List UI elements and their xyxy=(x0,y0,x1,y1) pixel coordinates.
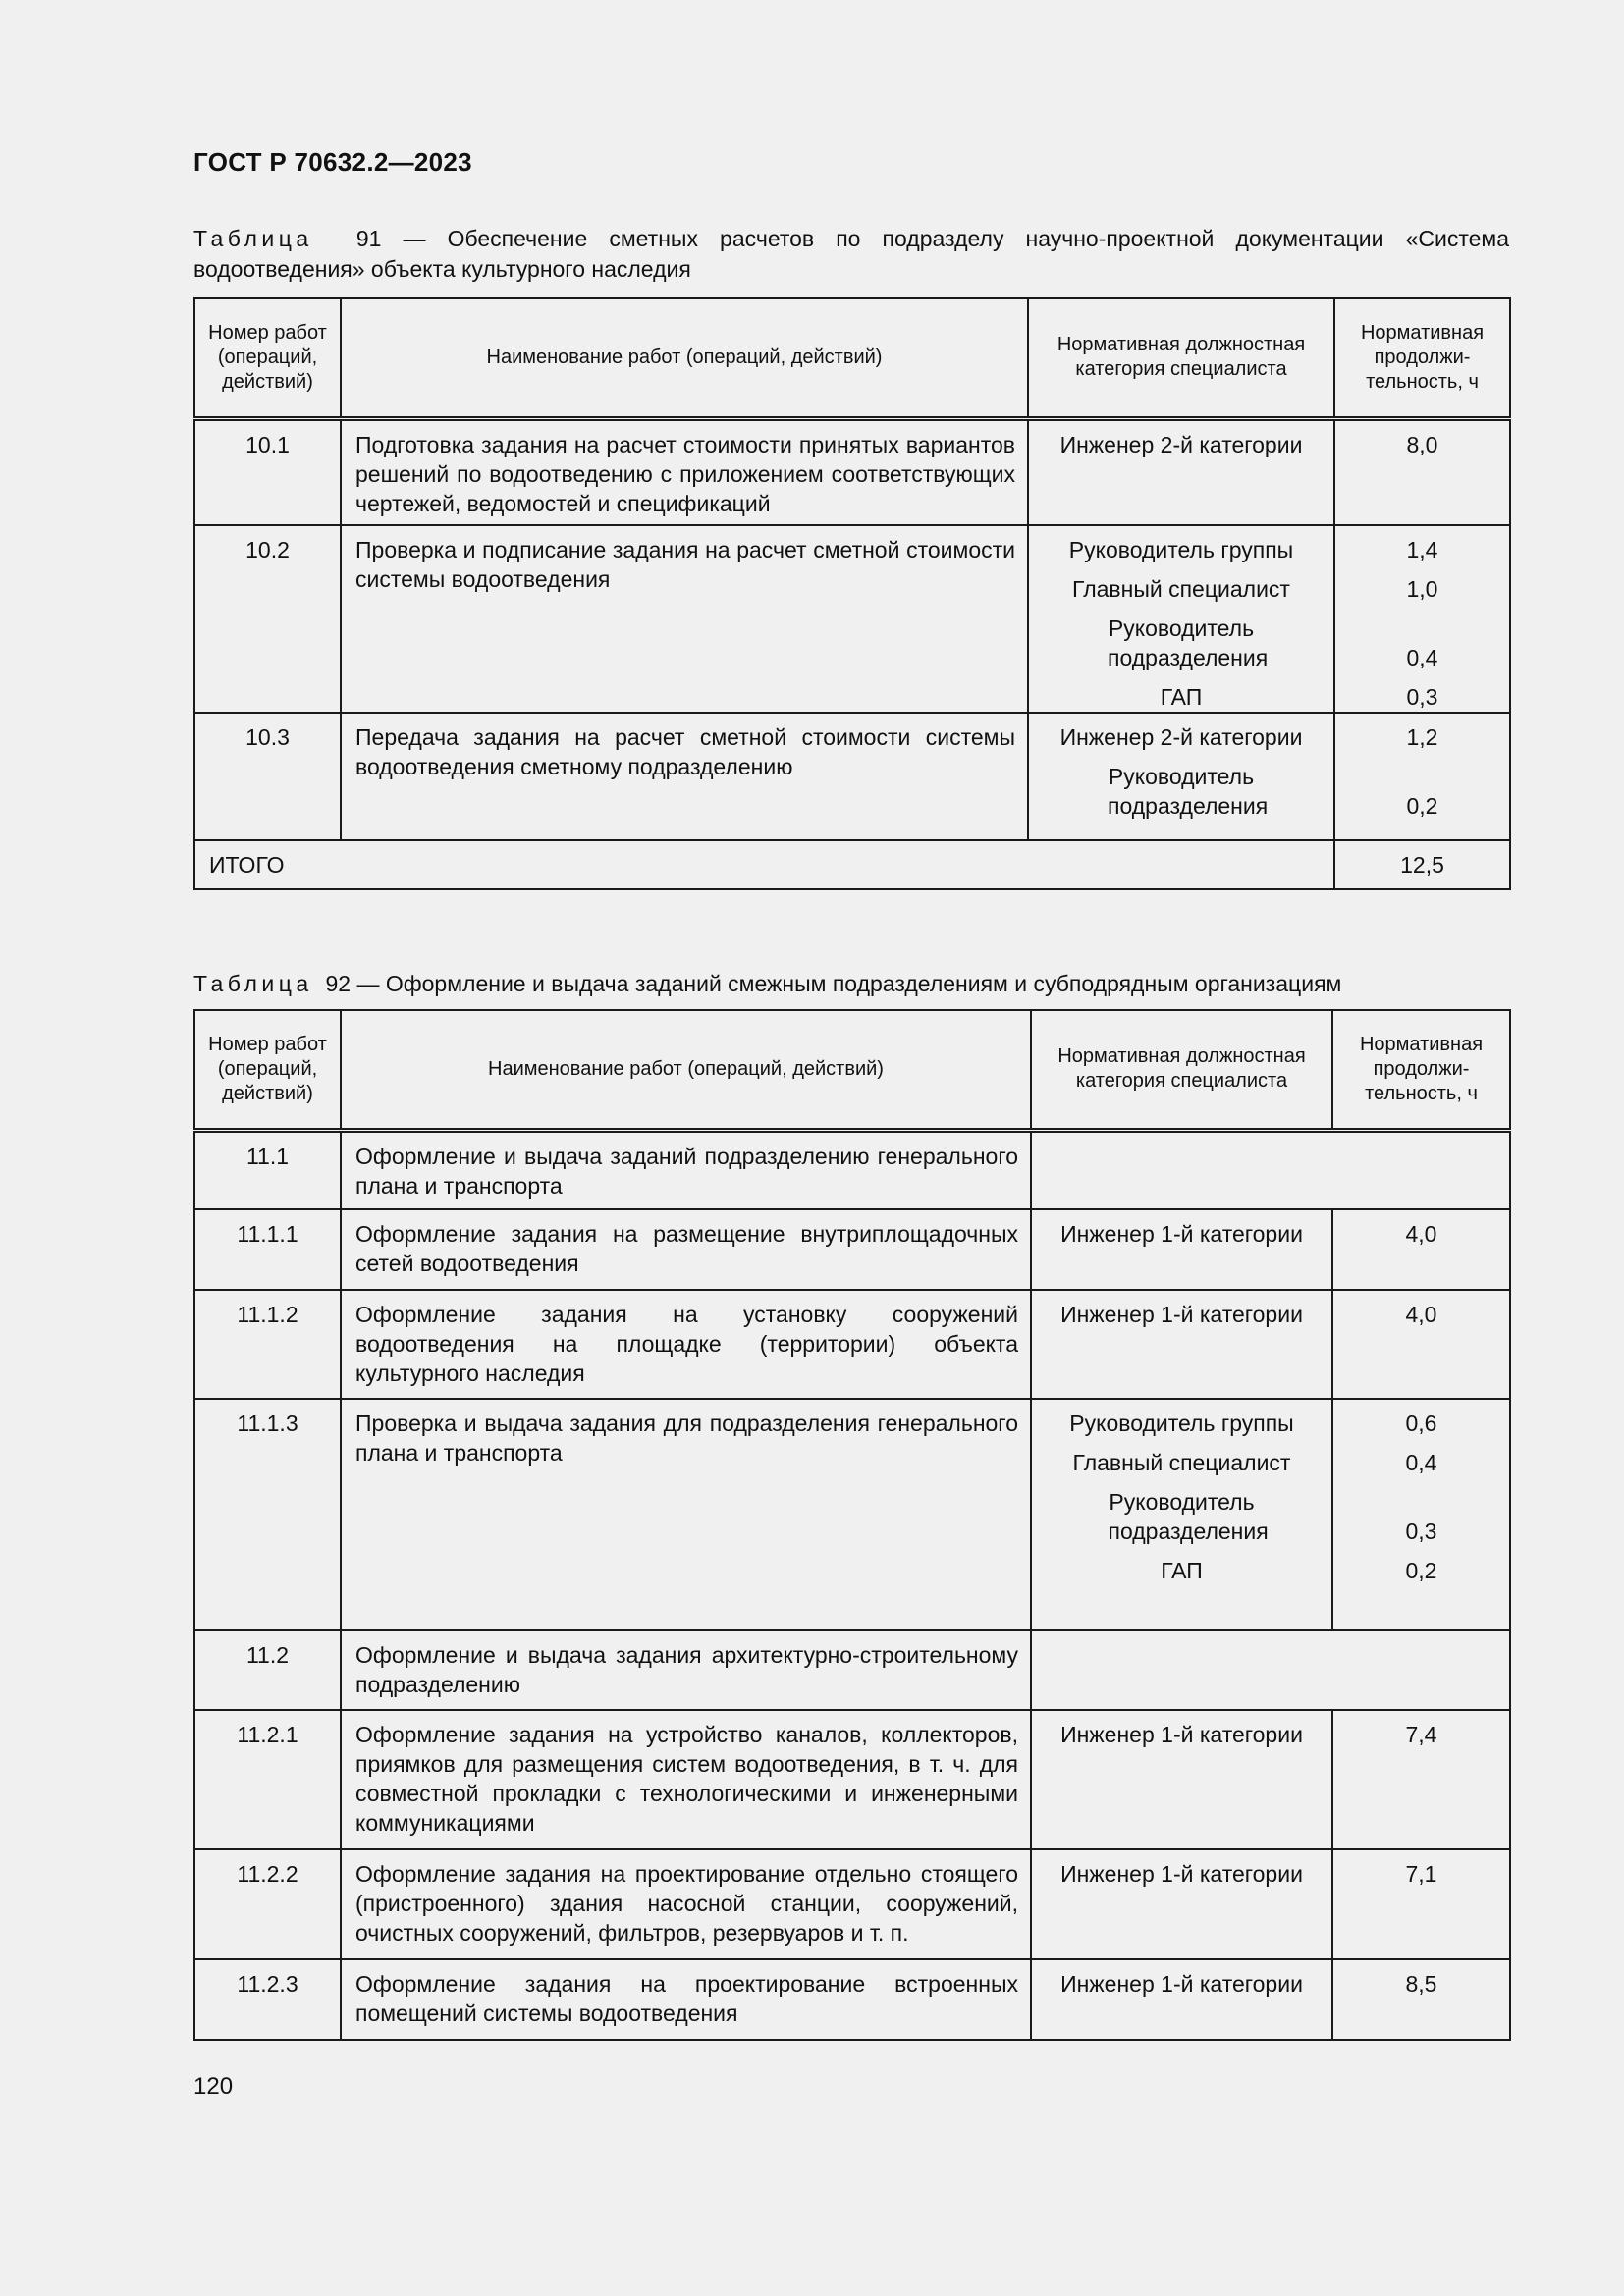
total-label: ИТОГО xyxy=(194,840,1334,889)
duration-value: 7,4 xyxy=(1405,1722,1437,1747)
row-work-name: Оформление задания на устройство каналов, коллекторов, приямков для размещения систем водоотведения, в т. ч. для совместной прокладки с технологическими и инженерными коммуникациями xyxy=(341,1710,1031,1849)
row-number: 11.1.2 xyxy=(194,1290,341,1399)
row-work-name: Оформление задания на проектирование отдельно стоящего (пристроенного) здания насосной станции, сооружений, очистных сооружений, фильтров, резервуаров и т. п. xyxy=(341,1849,1031,1959)
duration-value: 0,3 xyxy=(1405,1519,1437,1544)
total-value: 12,5 xyxy=(1334,840,1510,889)
row-number: 10.1 xyxy=(194,418,341,525)
col-header-specialist: Нормативная должностная категория специалиста xyxy=(1028,298,1334,418)
row-number: 11.1 xyxy=(194,1130,341,1209)
specialist-category: Инженер 1-й категории xyxy=(1060,1221,1303,1247)
specialist-category: Инженер 2-й категории xyxy=(1059,723,1303,750)
row-empty-merged xyxy=(1031,1130,1510,1209)
specialist-category: Главный специалист xyxy=(1072,1450,1291,1475)
table-92 xyxy=(193,1009,1511,2041)
duration-value: 4,0 xyxy=(1405,1221,1437,1247)
row-specialist-list xyxy=(1028,713,1334,840)
specialist-category: Инженер 1-й категории xyxy=(1060,1722,1303,1747)
duration-value: 1,0 xyxy=(1406,575,1438,602)
caption-text: 91 — Обеспечение сметных расчетов по подразделу научно-проектной документации «Система водоотведения» объекта культурного наследия xyxy=(193,226,1509,282)
duration-value: 0,6 xyxy=(1405,1411,1437,1436)
row-work-name: Оформление задания на проектирование встроенных помещений системы водоотведения xyxy=(341,1959,1031,2040)
table-row xyxy=(194,1290,1510,1399)
total-row xyxy=(194,840,1510,889)
row-specialist-list xyxy=(1031,1290,1332,1399)
col-header-number: Номер работ (операций, действий) xyxy=(194,1010,341,1130)
specialist-category: ГАП xyxy=(1161,1558,1203,1583)
row-number: 11.2.3 xyxy=(194,1959,341,2040)
row-work-name: Оформление и выдача задания архитектурно-строительному подразделению xyxy=(341,1630,1031,1710)
specialist-category: Руководитель подразделения xyxy=(1108,614,1269,670)
row-number: 11.2.2 xyxy=(194,1849,341,1959)
row-work-name: Оформление задания на размещение внутриплощадочных сетей водоотведения xyxy=(341,1209,1031,1290)
specialist-category: Инженер 1-й категории xyxy=(1060,1971,1303,1997)
duration-value: 0,4 xyxy=(1406,644,1438,670)
row-number: 10.3 xyxy=(194,713,341,840)
specialist-category: Руководитель группы xyxy=(1069,1411,1294,1436)
row-duration-list xyxy=(1332,1209,1510,1290)
duration-value: 0,4 xyxy=(1405,1450,1437,1475)
row-specialist-list xyxy=(1028,418,1334,525)
duration-value: 0,2 xyxy=(1406,792,1438,819)
row-duration-list xyxy=(1332,1849,1510,1959)
specialist-category: Руководитель подразделения xyxy=(1108,1489,1269,1544)
table-row xyxy=(194,1959,1510,2040)
page-number: 120 xyxy=(193,2073,234,2100)
table-91 xyxy=(193,297,1511,890)
caption-text: 92 — Оформление и выдача заданий смежным подразделениям и субподрядным организациям xyxy=(325,971,1342,996)
duration-value: 0,3 xyxy=(1406,683,1438,710)
duration-value: 0,2 xyxy=(1405,1558,1437,1583)
table-row xyxy=(194,525,1510,713)
table-row xyxy=(194,1399,1510,1630)
specialist-category: Главный специалист xyxy=(1072,575,1290,602)
col-header-specialist: Нормативная должностная категория специалиста xyxy=(1031,1010,1332,1130)
row-specialist-list xyxy=(1031,1849,1332,1959)
table-word: Таблица xyxy=(193,971,313,996)
row-specialist-list xyxy=(1031,1399,1332,1630)
table-row xyxy=(194,1130,1510,1209)
table-91-caption xyxy=(193,224,1509,285)
col-header-duration: Нормативная продолжи-тельность, ч xyxy=(1332,1010,1510,1130)
row-work-name: Оформление задания на установку сооружений водоотведения на площадке (территории) объекта культурного наследия xyxy=(341,1290,1031,1399)
table-row xyxy=(194,1209,1510,1290)
col-header-number: Номер работ (операций, действий) xyxy=(194,298,341,418)
specialist-category: Инженер 2-й категории xyxy=(1059,431,1303,457)
specialist-category: ГАП xyxy=(1160,683,1203,710)
row-work-name: Проверка и выдача задания для подразделения генерального плана и транспорта xyxy=(341,1399,1031,1630)
table-row xyxy=(194,1710,1510,1849)
specialist-category: Инженер 1-й категории xyxy=(1060,1302,1303,1327)
specialist-category: Руководитель подразделения xyxy=(1108,763,1269,819)
duration-value: 8,5 xyxy=(1405,1971,1437,1997)
row-specialist-list xyxy=(1031,1209,1332,1290)
row-duration-list xyxy=(1332,1290,1510,1399)
row-number: 11.1.3 xyxy=(194,1399,341,1630)
row-specialist-list xyxy=(1031,1959,1332,2040)
row-work-name: Оформление и выдача заданий подразделению генерального плана и транспорта xyxy=(341,1130,1031,1209)
row-work-name: Передача задания на расчет сметной стоимости системы водоотведения сметному подразделению xyxy=(341,713,1028,840)
duration-value: 1,4 xyxy=(1406,536,1438,562)
table-row xyxy=(194,713,1510,840)
table-92-caption xyxy=(193,969,1509,999)
duration-value: 8,0 xyxy=(1406,431,1438,457)
row-work-name: Подготовка задания на расчет стоимости принятых вариантов решений по водоотведению с приложением соответствующих чертежей, ведомостей и спецификаций xyxy=(341,418,1028,525)
row-number: 11.2 xyxy=(194,1630,341,1710)
row-number: 10.2 xyxy=(194,525,341,713)
row-duration-list xyxy=(1332,1959,1510,2040)
row-duration-list xyxy=(1334,418,1510,525)
table-row xyxy=(194,1849,1510,1959)
specialist-category: Руководитель группы xyxy=(1068,536,1294,562)
col-header-name: Наименование работ (операций, действий) xyxy=(341,298,1028,418)
duration-value: 7,1 xyxy=(1405,1861,1437,1887)
row-number: 11.1.1 xyxy=(194,1209,341,1290)
row-work-name: Проверка и подписание задания на расчет сметной стоимости системы водоотведения xyxy=(341,525,1028,713)
document-header: ГОСТ Р 70632.2—2023 xyxy=(193,147,472,177)
row-number: 11.2.1 xyxy=(194,1710,341,1849)
specialist-category: Инженер 1-й категории xyxy=(1060,1861,1303,1887)
table-row xyxy=(194,418,1510,525)
row-duration-list xyxy=(1332,1710,1510,1849)
table-row xyxy=(194,1630,1510,1710)
table-word: Таблица xyxy=(193,226,313,251)
row-duration-list xyxy=(1334,713,1510,840)
row-duration-list xyxy=(1332,1399,1510,1630)
col-header-name: Наименование работ (операций, действий) xyxy=(341,1010,1031,1130)
row-specialist-list xyxy=(1031,1710,1332,1849)
row-specialist-list xyxy=(1028,525,1334,713)
duration-value: 4,0 xyxy=(1405,1302,1437,1327)
row-empty-merged xyxy=(1031,1630,1510,1710)
row-duration-list xyxy=(1334,525,1510,713)
col-header-duration: Нормативная продолжи-тельность, ч xyxy=(1334,298,1510,418)
duration-value: 1,2 xyxy=(1406,723,1438,750)
